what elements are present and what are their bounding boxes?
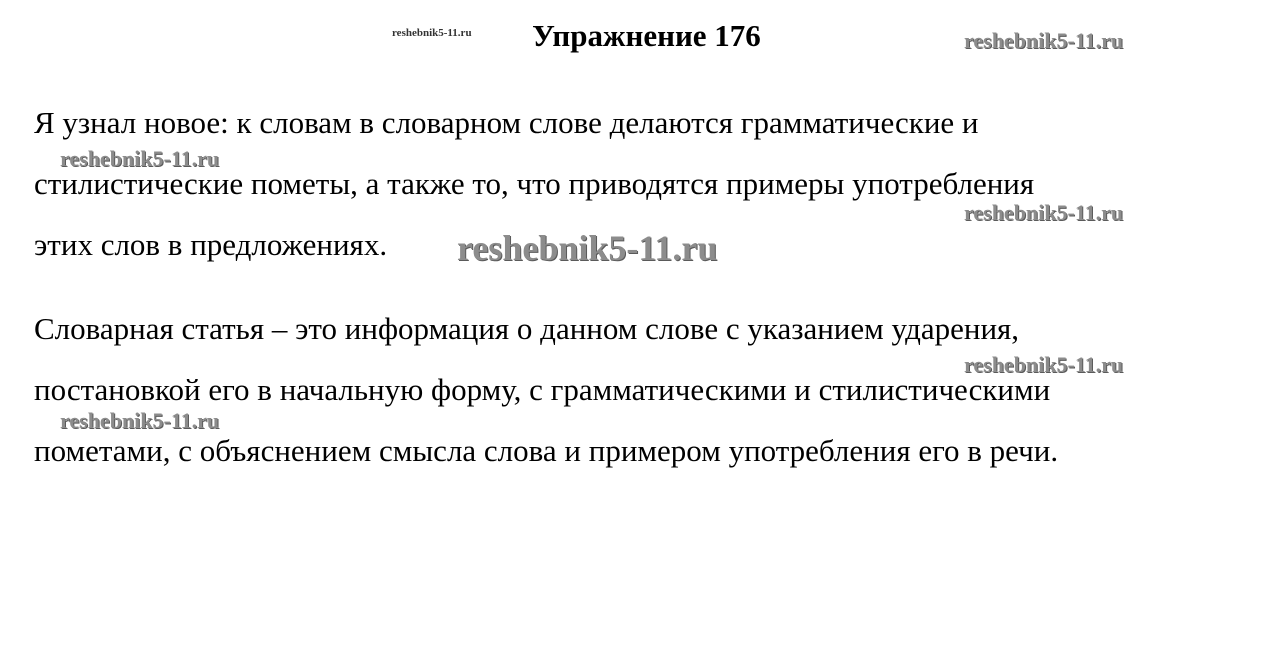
watermark: reshebnik5-11.ru [392,27,472,39]
paragraph-2-line-2: постановкой его в начальную форму, с грамматическими и стилистическими [34,372,1051,407]
watermark: reshebnik5-11.ru [457,228,718,268]
watermark: reshebnik5-11.ru [964,352,1124,377]
watermark: reshebnik5-11.ru [964,200,1124,225]
watermark: reshebnik5-11.ru [60,408,220,433]
paragraph-1-line-1: Я узнал новое: к словам в словарном слове делаются грамматические и [34,105,979,140]
paragraph-1-line-2: стилистические пометы, а также то, что приводятся примеры употребления [34,166,1035,201]
exercise-title: Упражнение 176 [532,18,761,53]
watermark: reshebnik5-11.ru [60,146,220,171]
paragraph-1-line-3: этих слов в предложениях. [34,227,388,262]
paragraph-2-line-3: пометами, с объяснением смысла слова и примером употребления его в речи. [34,433,1059,468]
paragraph-2-line-1: Словарная статья – это информация о данном слове с указанием ударения, [34,311,1020,346]
watermark: reshebnik5-11.ru [964,28,1124,53]
